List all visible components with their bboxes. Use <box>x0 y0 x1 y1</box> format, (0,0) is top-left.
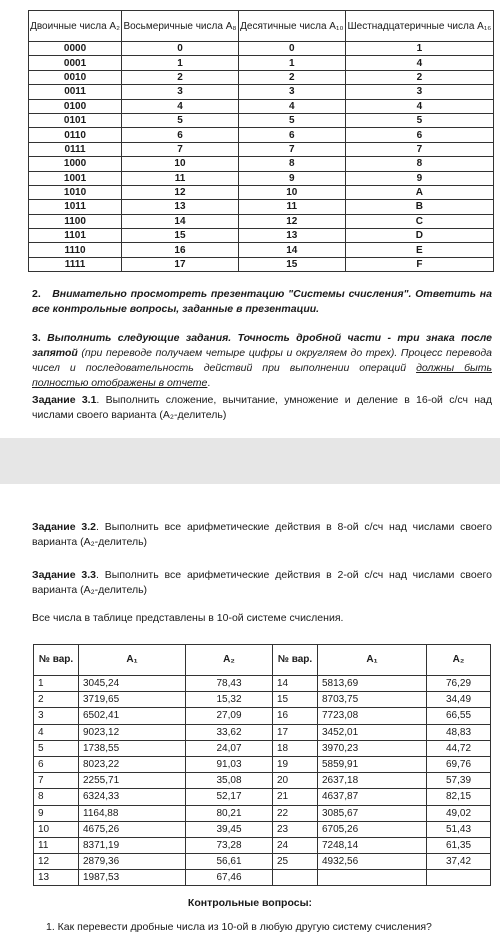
control-questions-title <box>0 896 500 911</box>
number-systems-row <box>29 171 494 185</box>
variant-row <box>34 756 491 772</box>
header-a2-right: A₂ <box>427 645 491 676</box>
variants-table <box>33 644 491 886</box>
a2-cell: 76,29 <box>427 676 491 692</box>
header-hex: Шестнадцатеричные числа A₁₆ <box>345 11 493 42</box>
number-systems-row <box>29 56 494 70</box>
header-a1-right: A₁ <box>318 645 427 676</box>
binary-cell: 0111 <box>29 142 122 156</box>
hex-cell: 6 <box>345 128 493 142</box>
variant-row <box>34 724 491 740</box>
a2-cell: 35,08 <box>186 773 273 789</box>
octal-cell: 2 <box>122 70 239 84</box>
a1-cell: 8703,75 <box>318 692 427 708</box>
binary-cell: 0100 <box>29 99 122 113</box>
octal-cell: 6 <box>122 128 239 142</box>
number-systems-row <box>29 85 494 99</box>
task-3-3-paragraph <box>32 568 492 598</box>
octal-cell: 11 <box>122 171 239 185</box>
a2-cell: 52,17 <box>186 789 273 805</box>
binary-cell: 1011 <box>29 200 122 214</box>
task-3-2-label: Задание 3.2 <box>32 521 97 533</box>
binary-cell: 1101 <box>29 229 122 243</box>
header-variant-left: № вар. <box>34 645 79 676</box>
variant-number-cell: 23 <box>273 821 318 837</box>
decimal-cell: 14 <box>238 243 345 257</box>
variant-number-cell: 14 <box>273 676 318 692</box>
variant-number-cell: 18 <box>273 740 318 756</box>
hex-cell: 8 <box>345 157 493 171</box>
control-question-1: 1. Как перевести дробные числа из 10-ой в любую другую систему счисления? <box>46 921 432 933</box>
variant-number-cell: 16 <box>273 708 318 724</box>
binary-cell: 0101 <box>29 113 122 127</box>
decimal-cell: 6 <box>238 128 345 142</box>
a1-cell: 3045,24 <box>79 676 186 692</box>
variant-row <box>34 870 491 886</box>
a2-cell: 37,42 <box>427 854 491 870</box>
octal-cell: 14 <box>122 214 239 228</box>
section-2-paragraph <box>32 287 492 317</box>
hex-cell: 9 <box>345 171 493 185</box>
number-systems-row <box>29 185 494 199</box>
a1-cell: 6502,41 <box>79 708 186 724</box>
number-systems-row <box>29 113 494 127</box>
variant-number-cell: 13 <box>34 870 79 886</box>
variants-body <box>34 676 491 886</box>
a2-cell: 80,21 <box>186 805 273 821</box>
octal-cell: 12 <box>122 185 239 199</box>
number-systems-row <box>29 142 494 156</box>
a2-cell: 82,15 <box>427 789 491 805</box>
a2-cell: 48,83 <box>427 724 491 740</box>
decimal-cell: 1 <box>238 56 345 70</box>
number-systems-row <box>29 243 494 257</box>
variant-row <box>34 821 491 837</box>
octal-cell: 10 <box>122 157 239 171</box>
number-systems-body <box>29 42 494 272</box>
hex-cell: C <box>345 214 493 228</box>
a1-cell: 6705,26 <box>318 821 427 837</box>
a2-cell: 39,45 <box>186 821 273 837</box>
a1-cell: 5859,91 <box>318 756 427 772</box>
task-3-1-text: . Выполнить сложение, вычитание, умножение и деление в 16-ой с/сч над числами своего варианта (A₂-делитель) <box>32 394 492 421</box>
a1-cell: 4637,87 <box>318 789 427 805</box>
variant-number-cell: 2 <box>34 692 79 708</box>
task-3-3-text: . Выполнить все арифметические действия в 2-ой с/сч над числами своего варианта (A₂-делитель) <box>32 569 492 596</box>
variant-number-cell: 24 <box>273 837 318 853</box>
number-systems-row <box>29 214 494 228</box>
a1-cell: 4675,26 <box>79 821 186 837</box>
binary-cell: 1111 <box>29 257 122 271</box>
decimal-cell: 12 <box>238 214 345 228</box>
variant-row <box>34 676 491 692</box>
variant-row <box>34 854 491 870</box>
document-page-2 <box>0 484 500 939</box>
number-systems-row <box>29 229 494 243</box>
a1-cell: 2255,71 <box>79 773 186 789</box>
octal-cell: 7 <box>122 142 239 156</box>
binary-cell: 1010 <box>29 185 122 199</box>
variant-number-cell: 6 <box>34 756 79 772</box>
variant-number-cell: 3 <box>34 708 79 724</box>
number-systems-header-row <box>29 11 494 42</box>
number-systems-row <box>29 157 494 171</box>
variant-number-cell: 22 <box>273 805 318 821</box>
header-variant-right: № вар. <box>273 645 318 676</box>
a1-cell: 8371,19 <box>79 837 186 853</box>
section-3-paragraph <box>32 331 492 391</box>
a2-cell: 34,49 <box>427 692 491 708</box>
a1-cell: 1987,53 <box>79 870 186 886</box>
section-3-number: 3. <box>32 332 41 344</box>
a2-cell: 24,07 <box>186 740 273 756</box>
variant-row <box>34 837 491 853</box>
section-3-bold-text: Выполнить следующие задания. Точность дробной части - три знака после запятой <box>32 332 492 359</box>
header-binary: Двоичные числа A₂ <box>29 11 122 42</box>
decimal-cell: 2 <box>238 70 345 84</box>
binary-cell: 0001 <box>29 56 122 70</box>
variant-number-cell: 15 <box>273 692 318 708</box>
variant-row <box>34 773 491 789</box>
variant-number-cell: 10 <box>34 821 79 837</box>
octal-cell: 16 <box>122 243 239 257</box>
variant-number-cell: 7 <box>34 773 79 789</box>
number-systems-row <box>29 99 494 113</box>
a2-cell: 78,43 <box>186 676 273 692</box>
a1-cell: 3719,65 <box>79 692 186 708</box>
a2-cell: 51,43 <box>427 821 491 837</box>
binary-cell: 0110 <box>29 128 122 142</box>
number-systems-table <box>28 10 494 272</box>
page-gap <box>0 438 500 484</box>
variant-number-cell: 25 <box>273 854 318 870</box>
variant-number-cell: 1 <box>34 676 79 692</box>
number-systems-row <box>29 70 494 84</box>
hex-cell: 3 <box>345 85 493 99</box>
octal-cell: 0 <box>122 42 239 56</box>
variant-number-cell: 19 <box>273 756 318 772</box>
variant-number-cell: 9 <box>34 805 79 821</box>
hex-cell: 1 <box>345 42 493 56</box>
a1-cell: 2637,18 <box>318 773 427 789</box>
task-3-2-paragraph <box>32 520 492 550</box>
a2-cell: 27,09 <box>186 708 273 724</box>
number-systems-row <box>29 42 494 56</box>
variants-header-row <box>34 645 491 676</box>
decimal-cell: 0 <box>238 42 345 56</box>
number-systems-row <box>29 128 494 142</box>
hex-cell: D <box>345 229 493 243</box>
a2-cell: 69,76 <box>427 756 491 772</box>
binary-cell: 1000 <box>29 157 122 171</box>
a1-cell: 7248,14 <box>318 837 427 853</box>
a1-cell <box>318 870 427 886</box>
a2-cell: 33,62 <box>186 724 273 740</box>
a2-cell: 67,46 <box>186 870 273 886</box>
section-2-number: 2. <box>32 288 41 300</box>
octal-cell: 3 <box>122 85 239 99</box>
hex-cell: 5 <box>345 113 493 127</box>
a1-cell: 4932,56 <box>318 854 427 870</box>
decimal-cell: 4 <box>238 99 345 113</box>
decimal-cell: 5 <box>238 113 345 127</box>
a1-cell: 3970,23 <box>318 740 427 756</box>
decimal-cell: 9 <box>238 171 345 185</box>
binary-cell: 0000 <box>29 42 122 56</box>
control-questions-title-text: Контрольные вопросы: <box>187 897 313 909</box>
variant-row <box>34 789 491 805</box>
hex-cell: 4 <box>345 56 493 70</box>
binary-cell: 1001 <box>29 171 122 185</box>
hex-cell: F <box>345 257 493 271</box>
number-systems-row <box>29 200 494 214</box>
a1-cell: 2879,36 <box>79 854 186 870</box>
hex-cell: 2 <box>345 70 493 84</box>
variant-number-cell: 21 <box>273 789 318 805</box>
a2-cell: 56,61 <box>186 854 273 870</box>
a2-cell: 57,39 <box>427 773 491 789</box>
octal-cell: 1 <box>122 56 239 70</box>
task-3-1-paragraph <box>32 393 492 423</box>
header-octal: Восьмеричные числа A₈ <box>122 11 239 42</box>
task-3-2-text: . Выполнить все арифметические действия в 8-ой с/сч над числами своего варианта (A₂-делитель) <box>32 521 492 548</box>
section-3-end: . <box>207 377 211 389</box>
decimal-cell: 10 <box>238 185 345 199</box>
a2-cell: 15,32 <box>186 692 273 708</box>
binary-cell: 1100 <box>29 214 122 228</box>
a2-cell: 91,03 <box>186 756 273 772</box>
variant-number-cell <box>273 870 318 886</box>
variant-number-cell: 17 <box>273 724 318 740</box>
section-3-italic-text: (при переводе получаем четыре цифры и округляем до трех). Процесс перевода чисел и последовательность действий при выполнении операций <box>32 347 492 374</box>
a1-cell: 9023,12 <box>79 724 186 740</box>
header-a1-left: A₁ <box>79 645 186 676</box>
a1-cell: 3085,67 <box>318 805 427 821</box>
decimal-cell: 7 <box>238 142 345 156</box>
octal-cell: 15 <box>122 229 239 243</box>
variant-row <box>34 692 491 708</box>
a2-cell: 61,35 <box>427 837 491 853</box>
decimal-cell: 15 <box>238 257 345 271</box>
variant-number-cell: 5 <box>34 740 79 756</box>
a1-cell: 8023,22 <box>79 756 186 772</box>
a2-cell <box>427 870 491 886</box>
section-3-underlined-text: должны быть полностью отображены в отчете <box>32 362 492 389</box>
binary-cell: 0010 <box>29 70 122 84</box>
octal-cell: 4 <box>122 99 239 113</box>
a1-cell: 6324,33 <box>79 789 186 805</box>
variant-row <box>34 708 491 724</box>
hex-cell: 4 <box>345 99 493 113</box>
binary-cell: 0011 <box>29 85 122 99</box>
a2-cell: 73,28 <box>186 837 273 853</box>
hex-cell: E <box>345 243 493 257</box>
a2-cell: 66,55 <box>427 708 491 724</box>
header-a2-left: A₂ <box>186 645 273 676</box>
decimal-cell: 11 <box>238 200 345 214</box>
a1-cell: 1164,88 <box>79 805 186 821</box>
header-decimal: Десятичные числа A₁₀ <box>238 11 345 42</box>
variant-row <box>34 805 491 821</box>
hex-cell: A <box>345 185 493 199</box>
hex-cell: B <box>345 200 493 214</box>
task-3-1-label: Задание 3.1 <box>32 394 97 406</box>
a2-cell: 49,02 <box>427 805 491 821</box>
variant-number-cell: 4 <box>34 724 79 740</box>
octal-cell: 17 <box>122 257 239 271</box>
a1-cell: 7723,08 <box>318 708 427 724</box>
document-page-1 <box>0 0 500 438</box>
section-2-text: Внимательно просмотреть презентацию "Системы счисления". Ответить на все контрольные вопросы, заданные в презентации. <box>32 288 492 315</box>
a2-cell: 44,72 <box>427 740 491 756</box>
hex-cell: 7 <box>345 142 493 156</box>
decimal-cell: 13 <box>238 229 345 243</box>
variant-number-cell: 11 <box>34 837 79 853</box>
octal-cell: 5 <box>122 113 239 127</box>
table-note: Все числа в таблице представлены в 10-ой системе счисления. <box>32 612 344 624</box>
a1-cell: 1738,55 <box>79 740 186 756</box>
decimal-cell: 3 <box>238 85 345 99</box>
decimal-cell: 8 <box>238 157 345 171</box>
octal-cell: 13 <box>122 200 239 214</box>
variant-number-cell: 20 <box>273 773 318 789</box>
variant-number-cell: 12 <box>34 854 79 870</box>
binary-cell: 1110 <box>29 243 122 257</box>
variant-number-cell: 8 <box>34 789 79 805</box>
a1-cell: 3452,01 <box>318 724 427 740</box>
number-systems-row <box>29 257 494 271</box>
variant-row <box>34 740 491 756</box>
task-3-3-label: Задание 3.3 <box>32 569 97 581</box>
a1-cell: 5813,69 <box>318 676 427 692</box>
